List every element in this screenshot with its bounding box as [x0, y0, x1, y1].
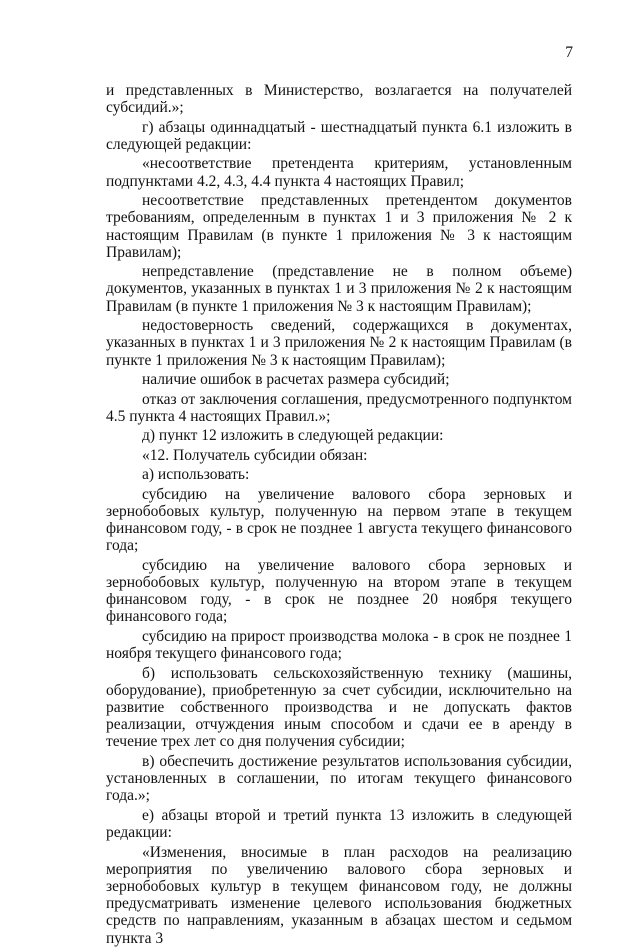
paragraph: б) использовать сельскохозяйственную технику (машины, оборудование), приобретенную за счет субсидии, исключительно на развитие собственного производства и не допускать фактов реализации, отчуждения иным способом и сдачи ее в аренду в течение трех лет со дня получения субсидии;	[106, 664, 572, 751]
paragraph: а) использовать:	[142, 466, 250, 484]
paragraph: субсидию на увеличение валового сбора зерновых и зернобобовых культур, полученную на втором этапе в текущем финансовом году, - в срок не позднее 20 ноября текущего финансового года;	[106, 556, 572, 626]
paragraph: д) пункт 12 изложить в следующей редакции:	[142, 427, 444, 445]
paragraph: г) абзацы одиннадцатый - шестнадцатый пункта 6.1 изложить в следующей редакции:	[106, 118, 572, 153]
document-body	[106, 82, 572, 949]
paragraph: «12. Получатель субсидии обязан:	[142, 446, 368, 464]
paragraph: в) обеспечить достижение результатов использования субсидии, установленных в соглашении, по итогам текущего финансового года.»;	[106, 752, 572, 805]
paragraph: субсидию на увеличение валового сбора зерновых и зернобобовых культур, полученную на первом этапе в текущем финансовом году, - в срок не позднее 1 августа текущего финансового года;	[106, 485, 572, 555]
paragraph: «Изменения, вносимые в план расходов на реализацию мероприятия по увеличению валового сбора зерновых и зернобобовых культур в текущем финансовом году, не должны предусматривать изменение целевого использования бюджетных средств по направлениям, указанным в абзацах шестом и седьмом пункта 3	[106, 843, 572, 947]
paragraph: е) абзацы второй и третий пункта 13 изложить в следующей редакции:	[106, 806, 572, 842]
paragraph: недостоверность сведений, содержащихся в документах, указанных в пунктах 1 и 3 приложения № 2 к настоящим Правилам (в пункте 1 приложения № 3 к настоящим Правилам);	[106, 317, 572, 369]
page-number: 7	[565, 44, 573, 61]
paragraph: «несоответствие претендента критериям, установленным подпунктами 4.2, 4.3, 4.4 пункта 4 настоящих Правил;	[106, 155, 572, 190]
paragraph: наличие ошибок в расчетах размера субсидий;	[142, 371, 450, 389]
paragraph: субсидию на прирост производства молока - в срок не позднее 1 ноября текущего финансового года;	[106, 627, 572, 663]
paragraph: несоответствие представленных претендентом документов требованиям, определенным в пунктах 1 и 3 приложения № 2 к настоящим Правилам (в пункте 1 приложения № 3 к настоящим Правилам);	[106, 192, 572, 261]
paragraph: отказ от заключения соглашения, предусмотренного подпунктом 4.5 пункта 4 настоящих Правил.»;	[106, 390, 572, 425]
paragraph: и представленных в Министерство, возлагается на получателей субсидий.»;	[106, 82, 572, 117]
paragraph: непредставление (представление не в полном объеме) документов, указанных в пунктах 1 и 3 приложения № 2 к настоящим Правилам (в пункте 1 приложения № 3 к настоящим Правилам);	[106, 263, 572, 315]
